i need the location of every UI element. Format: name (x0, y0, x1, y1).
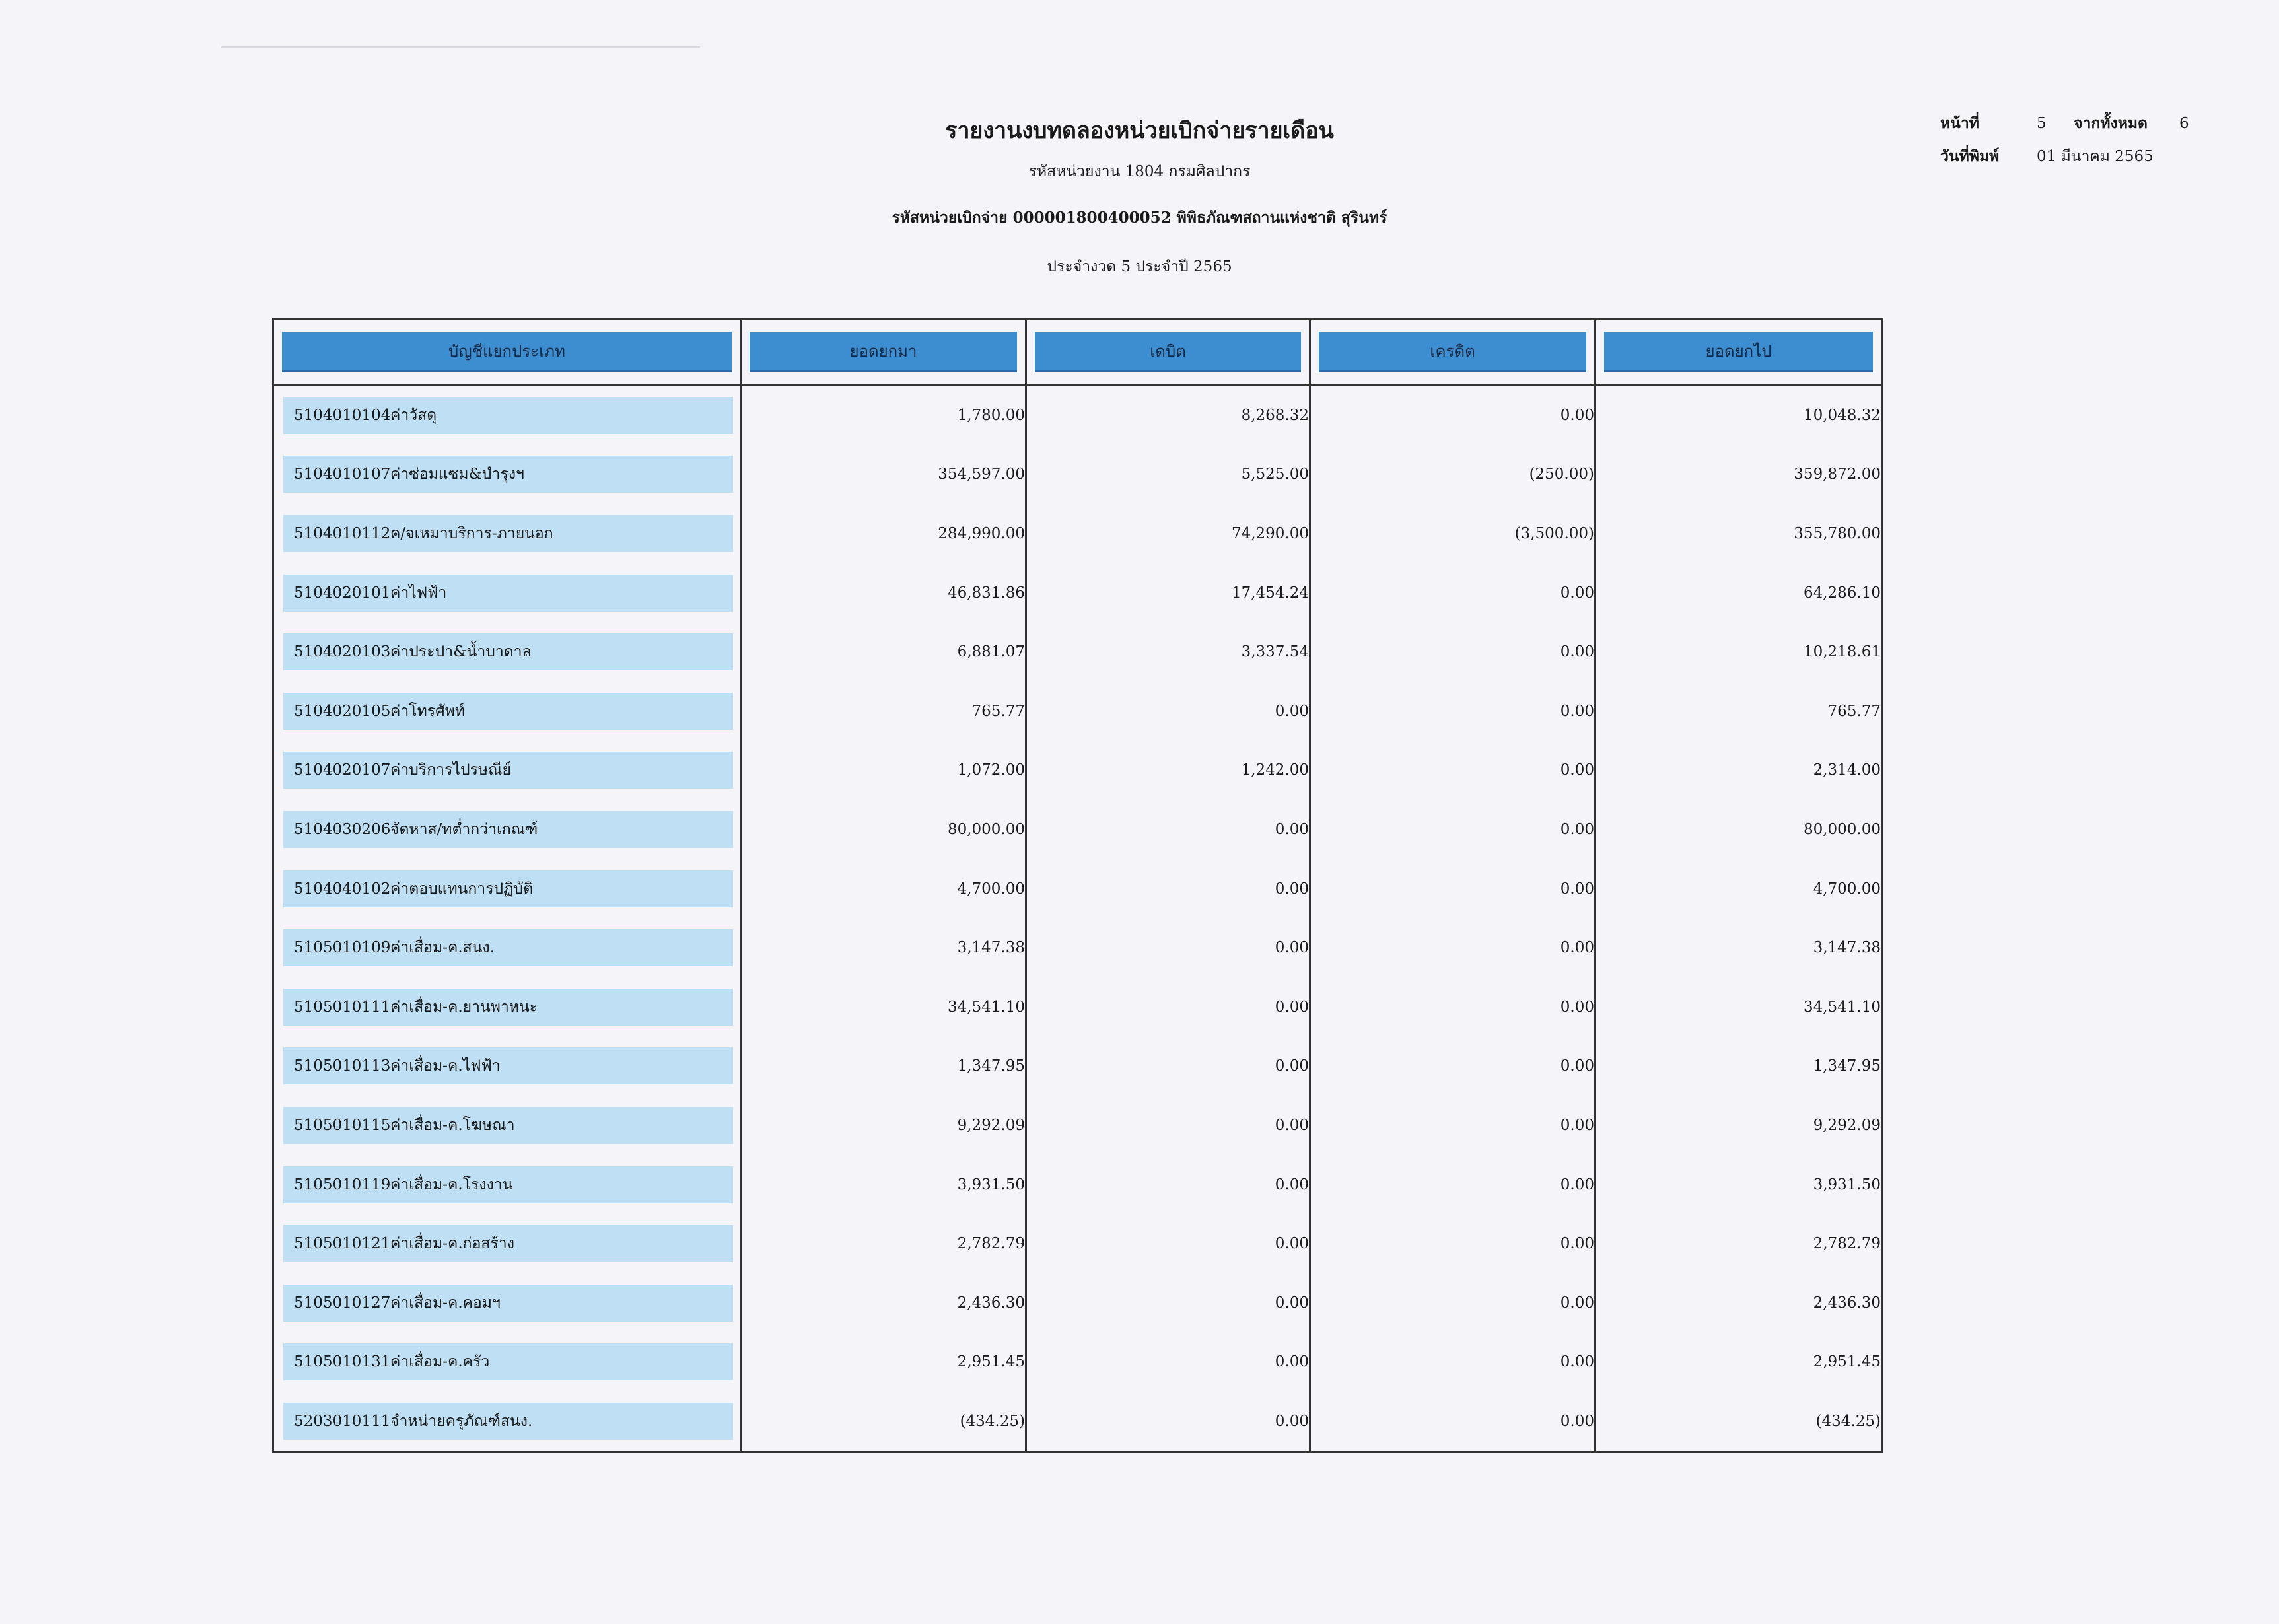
account-cell (273, 918, 741, 977)
account-cell (273, 563, 741, 623)
table-row (273, 445, 1882, 505)
brought-forward-value: 6,881.07 (741, 622, 1026, 682)
account-box (283, 811, 733, 848)
print-date: 01 มีนาคม 2565 (2037, 148, 2154, 165)
brought-forward-value: 34,541.10 (741, 977, 1026, 1037)
carried-forward-value: 1,347.95 (1595, 1037, 1882, 1096)
account-box (283, 456, 733, 493)
header-brought-forward-label: ยอดยกมา (750, 332, 1017, 372)
account-cell (273, 622, 741, 682)
account-name: ค่าเสื่อม-ค.คอมฯ (390, 1294, 501, 1312)
table-row (273, 1037, 1882, 1096)
account-box (283, 1107, 733, 1144)
account-box (283, 989, 733, 1026)
brought-forward-value: (434.25) (741, 1392, 1026, 1452)
credit-value: 0.00 (1310, 800, 1595, 859)
carried-forward-value: 3,931.50 (1595, 1155, 1882, 1215)
credit-value: 0.00 (1310, 385, 1595, 445)
debit-value: 0.00 (1026, 1155, 1310, 1215)
disbursement-unit: รหัสหน่วยเบิกจ่าย 000001800400052 พิพิธภัณฑสถานแห่งชาติ สุรินทร์ (892, 209, 1387, 227)
debit-value: 0.00 (1026, 1096, 1310, 1155)
debit-value: 8,268.32 (1026, 385, 1310, 445)
account-cell (273, 859, 741, 919)
table-row (273, 741, 1882, 800)
account-box (283, 1047, 733, 1084)
account-name: จำหน่ายครุภัณฑ์สนง. (390, 1412, 533, 1430)
account-name: ค่าตอบแทนการปฏิบัติ (390, 880, 534, 898)
account-cell (273, 682, 741, 741)
carried-forward-value: 355,780.00 (1595, 504, 1882, 563)
account-cell (273, 445, 741, 505)
account-box (283, 929, 733, 966)
account-box (283, 397, 733, 434)
credit-value: 0.00 (1310, 1273, 1595, 1333)
carried-forward-value: 3,147.38 (1595, 918, 1882, 977)
account-cell (273, 1155, 741, 1215)
brought-forward-value: 2,782.79 (741, 1214, 1026, 1273)
brought-forward-value: 80,000.00 (741, 800, 1026, 859)
brought-forward-value: 4,700.00 (741, 859, 1026, 919)
account-box (283, 1285, 733, 1322)
page-number: 5 (2037, 115, 2047, 132)
table-row (273, 563, 1882, 623)
account-cell (273, 741, 741, 800)
account-code: 5104020101 (294, 584, 391, 602)
account-code: 5104020105 (294, 702, 391, 720)
credit-value: 0.00 (1310, 1214, 1595, 1273)
account-box (283, 752, 733, 789)
account-cell (273, 1392, 741, 1452)
table-row (273, 682, 1882, 741)
account-code: 5104030206 (294, 820, 391, 838)
credit-value: 0.00 (1310, 977, 1595, 1037)
credit-value: 0.00 (1310, 1392, 1595, 1452)
account-name: ค่าเสื่อม-ค.ยานพาหนะ (390, 998, 538, 1016)
account-name: ค่าเสื่อม-ค.ก่อสร้าง (390, 1235, 514, 1253)
debit-value: 5,525.00 (1026, 445, 1310, 505)
account-box (283, 1403, 733, 1440)
account-name: ค่าเสื่อม-ค.ไฟฟ้า (390, 1057, 501, 1075)
account-cell (273, 1037, 741, 1096)
debit-value: 0.00 (1026, 1037, 1310, 1096)
debit-value: 1,242.00 (1026, 741, 1310, 800)
account-code: 5104010104 (294, 406, 391, 424)
carried-forward-value: 80,000.00 (1595, 800, 1882, 859)
total-pages: 6 (2179, 115, 2189, 132)
account-name: ค่าซ่อมแซม&บำรุงฯ (390, 466, 524, 483)
carried-forward-value: 64,286.10 (1595, 563, 1882, 623)
account-code: 5104020107 (294, 761, 391, 779)
brought-forward-value: 46,831.86 (741, 563, 1026, 623)
header-carried-forward-label: ยอดยกไป (1604, 332, 1873, 372)
table-row (273, 1214, 1882, 1273)
table-row (273, 1155, 1882, 1215)
header-credit (1310, 320, 1595, 385)
account-name: ค่าไฟฟ้า (390, 584, 447, 602)
brought-forward-value: 9,292.09 (741, 1096, 1026, 1155)
credit-value: 0.00 (1310, 741, 1595, 800)
credit-value: 0.00 (1310, 859, 1595, 919)
account-name: ค่าโทรศัพท์ (390, 702, 466, 720)
account-code: 5105010109 (294, 939, 391, 957)
account-box (283, 575, 733, 612)
report-period: ประจำงวด 5 ประจำปี 2565 (1047, 258, 1232, 275)
carried-forward-value: 359,872.00 (1595, 445, 1882, 505)
carried-forward-value: 4,700.00 (1595, 859, 1882, 919)
account-cell (273, 385, 741, 445)
credit-value: 0.00 (1310, 563, 1595, 623)
account-code: 5105010111 (294, 998, 391, 1016)
account-name: ค/จเหมาบริการ-ภายนอก (390, 524, 553, 542)
account-name: ค่าเสื่อม-ค.ครัว (390, 1353, 490, 1371)
brought-forward-value: 354,597.00 (741, 445, 1026, 505)
account-name: ค่าวัสดุ (390, 406, 437, 424)
account-code: 5105010121 (294, 1235, 391, 1253)
credit-value: 0.00 (1310, 1155, 1595, 1215)
carried-forward-value: 10,218.61 (1595, 622, 1882, 682)
credit-value: 0.00 (1310, 622, 1595, 682)
credit-value: (3,500.00) (1310, 504, 1595, 563)
credit-value: 0.00 (1310, 1096, 1595, 1155)
table-header-row (273, 320, 1882, 385)
header-carried-forward (1595, 320, 1882, 385)
account-cell (273, 977, 741, 1037)
account-code: 5105010113 (294, 1057, 391, 1075)
brought-forward-value: 3,931.50 (741, 1155, 1026, 1215)
table-row (273, 859, 1882, 919)
account-name: ค่าเสื่อม-ค.โรงงาน (390, 1176, 513, 1193)
carried-forward-value: 2,951.45 (1595, 1333, 1882, 1392)
print-date-label: วันที่พิมพ์ (1940, 147, 2000, 165)
table-row (273, 977, 1882, 1037)
debit-value: 3,337.54 (1026, 622, 1310, 682)
carried-forward-value: 2,314.00 (1595, 741, 1882, 800)
carried-forward-value: 34,541.10 (1595, 977, 1882, 1037)
table-row (273, 1096, 1882, 1155)
debit-value: 0.00 (1026, 977, 1310, 1037)
account-box (283, 870, 733, 907)
table-row (273, 504, 1882, 563)
debit-value: 17,454.24 (1026, 563, 1310, 623)
table-row (273, 1273, 1882, 1333)
carried-forward-value: (434.25) (1595, 1392, 1882, 1452)
credit-value: (250.00) (1310, 445, 1595, 505)
account-name: จัดหาส/ทต่ำกว่าเกณฑ์ (390, 820, 538, 838)
debit-value: 0.00 (1026, 1333, 1310, 1392)
account-cell (273, 1214, 741, 1273)
account-name: ค่าประปา&น้ำบาดาล (390, 643, 532, 661)
account-cell (273, 1333, 741, 1392)
brought-forward-value: 2,436.30 (741, 1273, 1026, 1333)
top-rule (221, 46, 700, 48)
brought-forward-value: 2,951.45 (741, 1333, 1026, 1392)
brought-forward-value: 3,147.38 (741, 918, 1026, 977)
report-title: รายงานงบทดลองหน่วยเบิกจ่ายรายเดือน (945, 118, 1334, 144)
credit-value: 0.00 (1310, 682, 1595, 741)
account-box (283, 693, 733, 730)
debit-value: 0.00 (1026, 682, 1310, 741)
carried-forward-value: 10,048.32 (1595, 385, 1882, 445)
account-code: 5105010115 (294, 1116, 391, 1134)
carried-forward-value: 2,436.30 (1595, 1273, 1882, 1333)
account-code: 5105010119 (294, 1176, 391, 1193)
carried-forward-value: 9,292.09 (1595, 1096, 1882, 1155)
account-name: ค่าเสื่อม-ค.โฆษณา (390, 1116, 515, 1134)
table-row (273, 1392, 1882, 1452)
table-row (273, 1333, 1882, 1392)
debit-value: 0.00 (1026, 800, 1310, 859)
header-debit-label: เดบิต (1035, 332, 1301, 372)
total-pages-label: จากทั้งหมด (2074, 114, 2148, 132)
trial-balance-table (272, 318, 1883, 1453)
credit-value: 0.00 (1310, 1037, 1595, 1096)
account-name: ค่าเสื่อม-ค.สนง. (390, 939, 495, 957)
credit-value: 0.00 (1310, 1333, 1595, 1392)
table-row (273, 800, 1882, 859)
account-box (283, 515, 733, 552)
credit-value: 0.00 (1310, 918, 1595, 977)
account-code: 5104040102 (294, 880, 391, 898)
debit-value: 0.00 (1026, 1273, 1310, 1333)
carried-forward-value: 765.77 (1595, 682, 1882, 741)
debit-value: 0.00 (1026, 918, 1310, 977)
brought-forward-value: 765.77 (741, 682, 1026, 741)
brought-forward-value: 284,990.00 (741, 504, 1026, 563)
account-cell (273, 1096, 741, 1155)
table-row (273, 385, 1882, 445)
account-code: 5105010127 (294, 1294, 391, 1312)
header-credit-label: เครดิต (1319, 332, 1586, 372)
debit-value: 0.00 (1026, 859, 1310, 919)
account-cell (273, 1273, 741, 1333)
account-box (283, 1225, 733, 1262)
account-box (283, 1343, 733, 1380)
account-box (283, 1166, 733, 1203)
account-code: 5104010112 (294, 524, 391, 542)
brought-forward-value: 1,072.00 (741, 741, 1026, 800)
header-account (273, 320, 741, 385)
carried-forward-value: 2,782.79 (1595, 1214, 1882, 1273)
account-name: ค่าบริการไปรษณีย์ (390, 761, 511, 779)
debit-value: 0.00 (1026, 1392, 1310, 1452)
brought-forward-value: 1,780.00 (741, 385, 1026, 445)
page-label: หน้าที่ (1940, 114, 1979, 132)
account-code: 5104020103 (294, 643, 391, 661)
table-row (273, 918, 1882, 977)
account-code: 5203010111 (294, 1412, 391, 1430)
agency-code: รหัสหน่วยงาน 1804 กรมศิลปากร (1028, 163, 1251, 180)
header-brought-forward (741, 320, 1026, 385)
account-code: 5105010131 (294, 1353, 391, 1371)
table-row (273, 622, 1882, 682)
account-code: 5104010107 (294, 466, 391, 483)
page-info (1940, 107, 2189, 173)
brought-forward-value: 1,347.95 (741, 1037, 1026, 1096)
debit-value: 74,290.00 (1026, 504, 1310, 563)
debit-value: 0.00 (1026, 1214, 1310, 1273)
account-cell (273, 800, 741, 859)
header-account-label: บัญชีแยกประเภท (282, 332, 732, 372)
header-debit (1026, 320, 1310, 385)
account-box (283, 633, 733, 670)
account-cell (273, 504, 741, 563)
